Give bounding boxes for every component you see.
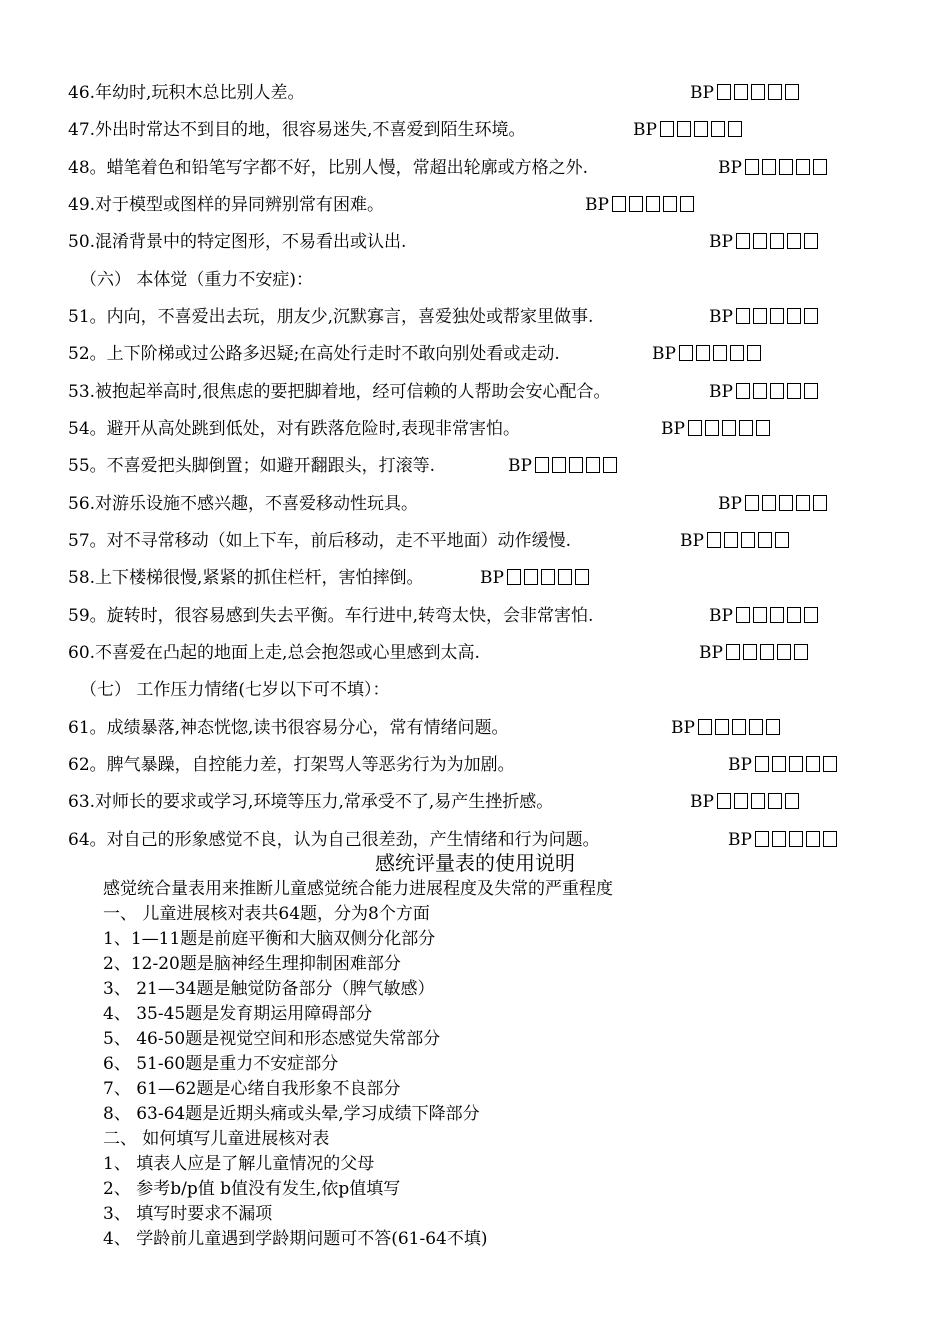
checkbox[interactable] xyxy=(753,233,767,249)
question-58: 58.上下楼梯很慢,紧紧的抓住栏杆，害怕摔倒。 xyxy=(68,568,424,588)
instruction-line: 2、 参考b/p值 b值没有发生,依p值填写 xyxy=(103,1179,401,1199)
checkbox[interactable] xyxy=(696,345,710,361)
checkbox[interactable] xyxy=(756,420,770,436)
question-51: 51。内向，不喜爱出去玩，朋友少,沉默寡言，喜爱独处或帮家里做事. xyxy=(68,307,594,327)
question-53: 53.被抱起举高时,很焦虑的要把脚着地，经可信赖的人帮助会安心配合。 xyxy=(68,382,611,402)
checkbox[interactable] xyxy=(796,495,810,511)
bp-checkbox-row[interactable] xyxy=(728,752,837,778)
question-48: 48。蜡笔着色和铅笔写字都不好，比别人慢，常超出轮廓或方格之外. xyxy=(68,158,589,178)
checkbox[interactable] xyxy=(736,233,750,249)
checkbox[interactable] xyxy=(813,159,827,175)
checkbox[interactable] xyxy=(813,495,827,511)
checkbox[interactable] xyxy=(760,644,774,660)
bp-checkbox-row[interactable] xyxy=(585,192,694,218)
bp-label: BP xyxy=(661,419,685,439)
checkbox[interactable] xyxy=(758,532,772,548)
checkbox[interactable] xyxy=(677,121,691,137)
bp-label: BP xyxy=(709,382,733,402)
question-54: 54。避开从高处跳到低处，对有跌落危险时,表现非常害怕。 xyxy=(68,419,521,439)
checkbox[interactable] xyxy=(779,159,793,175)
checkbox[interactable] xyxy=(663,196,677,212)
bp-checkbox-row[interactable] xyxy=(480,565,589,591)
bp-label: BP xyxy=(718,158,742,178)
checkbox[interactable] xyxy=(823,831,837,847)
checkbox[interactable] xyxy=(749,719,763,735)
checkbox[interactable] xyxy=(575,569,589,585)
bp-checkbox-row[interactable] xyxy=(690,80,799,106)
section-heading-7: （七） 工作压力情绪(七岁以下可不填）： xyxy=(80,680,390,700)
checkbox[interactable] xyxy=(717,84,731,100)
checkbox[interactable] xyxy=(755,756,769,772)
checkbox[interactable] xyxy=(726,644,740,660)
bp-checkbox-row[interactable] xyxy=(508,453,617,479)
bp-label: BP xyxy=(690,792,714,812)
bp-label: BP xyxy=(585,195,609,215)
instruction-line: 4、 35-45题是发育期运用障碍部分 xyxy=(103,1004,373,1024)
instruction-line: 2、12-20题是脑神经生理抑制困难部分 xyxy=(103,954,401,974)
question-47: 47.外出时常达不到目的地，很容易迷失,不喜爱到陌生环境。 xyxy=(68,120,526,140)
checkbox[interactable] xyxy=(768,84,782,100)
checkbox[interactable] xyxy=(745,495,759,511)
bp-checkbox-row[interactable] xyxy=(690,789,799,815)
bp-checkbox-row[interactable] xyxy=(718,491,827,517)
checkbox[interactable] xyxy=(734,793,748,809)
checkbox[interactable] xyxy=(753,383,767,399)
checkbox[interactable] xyxy=(728,121,742,137)
bp-label: BP xyxy=(709,606,733,626)
bp-label: BP xyxy=(709,232,733,252)
checkbox[interactable] xyxy=(785,793,799,809)
instruction-line: 6、 51-60题是重力不安症部分 xyxy=(103,1054,339,1074)
checkbox[interactable] xyxy=(507,569,521,585)
bp-checkbox-row[interactable] xyxy=(709,229,818,255)
instruction-line: 3、 填写时要求不漏项 xyxy=(103,1204,273,1224)
checkbox[interactable] xyxy=(804,308,818,324)
checkbox[interactable] xyxy=(755,831,769,847)
bp-label: BP xyxy=(508,456,532,476)
checkbox[interactable] xyxy=(586,457,600,473)
checkbox[interactable] xyxy=(747,345,761,361)
instruction-line: 3、 21—34题是触觉防备部分（脾气敏感） xyxy=(103,979,435,999)
question-55: 55。不喜爱把头脚倒置；如避开翻跟头，打滚等. xyxy=(68,456,436,476)
instruction-line: 5、 46-50题是视觉空间和形态感觉失常部分 xyxy=(103,1029,441,1049)
bp-label: BP xyxy=(680,531,704,551)
checkbox[interactable] xyxy=(751,84,765,100)
instruction-line: 二、 如何填写儿童进展核对表 xyxy=(103,1129,330,1149)
question-49: 49.对于模型或图样的异同辨别常有困难。 xyxy=(68,195,385,215)
checkbox[interactable] xyxy=(787,233,801,249)
bp-label: BP xyxy=(633,120,657,140)
checkbox[interactable] xyxy=(770,233,784,249)
checkbox[interactable] xyxy=(739,420,753,436)
checkbox[interactable] xyxy=(688,420,702,436)
bp-checkbox-row[interactable] xyxy=(709,603,818,629)
checkbox[interactable] xyxy=(679,345,693,361)
instruction-line: 一、 儿童进展核对表共64题，分为8个方面 xyxy=(103,904,430,924)
checkbox[interactable] xyxy=(762,159,776,175)
checkbox[interactable] xyxy=(646,196,660,212)
checkbox[interactable] xyxy=(770,383,784,399)
checkbox[interactable] xyxy=(612,196,626,212)
bp-label: BP xyxy=(728,830,752,850)
question-62: 62。脾气暴躁，自控能力差，打架骂人等恶劣行为为加剧。 xyxy=(68,755,515,775)
checkbox[interactable] xyxy=(680,196,694,212)
checkbox[interactable] xyxy=(711,121,725,137)
checkbox[interactable] xyxy=(787,308,801,324)
bp-label: BP xyxy=(728,755,752,775)
checkbox[interactable] xyxy=(804,607,818,623)
checkbox[interactable] xyxy=(732,719,746,735)
checkbox[interactable] xyxy=(787,383,801,399)
bp-label: BP xyxy=(709,307,733,327)
checkbox[interactable] xyxy=(741,532,755,548)
checkbox[interactable] xyxy=(722,420,736,436)
checkbox[interactable] xyxy=(743,644,757,660)
checkbox[interactable] xyxy=(794,644,808,660)
checkbox[interactable] xyxy=(762,495,776,511)
checkbox[interactable] xyxy=(558,569,572,585)
question-52: 52。上下阶梯或过公路多迟疑;在高处行走时不敢向别处看或走动. xyxy=(68,344,560,364)
question-64: 64。对自己的形象感觉不良，认为自己很差劲，产生情绪和行为问题。 xyxy=(68,830,600,850)
checkbox[interactable] xyxy=(779,495,793,511)
bp-label: BP xyxy=(690,83,714,103)
question-56: 56.对游乐设施不感兴趣，不喜爱移动性玩具。 xyxy=(68,494,419,514)
checkbox[interactable] xyxy=(629,196,643,212)
checkbox[interactable] xyxy=(787,607,801,623)
bp-label: BP xyxy=(671,718,695,738)
bp-checkbox-row[interactable] xyxy=(709,304,818,330)
bp-checkbox-row[interactable] xyxy=(671,715,780,741)
checkbox[interactable] xyxy=(772,831,786,847)
question-60: 60.不喜爱在凸起的地面上走,总会抱怨或心里感到太高. xyxy=(68,643,480,663)
checkbox[interactable] xyxy=(713,345,727,361)
checkbox[interactable] xyxy=(770,308,784,324)
instruction-line: 4、 学龄前儿童遇到学龄期问题可不答(61-64不填) xyxy=(103,1229,488,1249)
checkbox[interactable] xyxy=(694,121,708,137)
checkbox[interactable] xyxy=(736,383,750,399)
checkbox[interactable] xyxy=(569,457,583,473)
checkbox[interactable] xyxy=(789,756,803,772)
bp-checkbox-row[interactable] xyxy=(718,155,827,181)
checkbox[interactable] xyxy=(707,532,721,548)
checkbox[interactable] xyxy=(603,457,617,473)
question-63: 63.对师长的要求或学习,环境等压力,常承受不了,易产生挫折感。 xyxy=(68,792,554,812)
checkbox[interactable] xyxy=(796,159,810,175)
checkbox[interactable] xyxy=(541,569,555,585)
checkbox[interactable] xyxy=(730,345,744,361)
checkbox[interactable] xyxy=(734,84,748,100)
checkbox[interactable] xyxy=(823,756,837,772)
checkbox[interactable] xyxy=(724,532,738,548)
checkbox[interactable] xyxy=(777,644,791,660)
checkbox[interactable] xyxy=(804,383,818,399)
instructions-title: 感统评量表的使用说明 xyxy=(375,851,575,875)
bp-checkbox-row[interactable] xyxy=(680,528,789,554)
checkbox[interactable] xyxy=(806,831,820,847)
question-50: 50.混淆背景中的特定图形，不易看出或认出. xyxy=(68,232,407,252)
bp-checkbox-row[interactable] xyxy=(652,341,761,367)
instruction-line: 1、1—11题是前庭平衡和大脑双侧分化部分 xyxy=(103,929,436,949)
bp-checkbox-row[interactable] xyxy=(699,640,808,666)
question-57: 57。对不寻常移动（如上下车，前后移动，走不平地面）动作缓慢. xyxy=(68,531,572,551)
checkbox[interactable] xyxy=(766,719,780,735)
bp-label: BP xyxy=(652,344,676,364)
checkbox[interactable] xyxy=(736,607,750,623)
bp-label: BP xyxy=(718,494,742,514)
instruction-line: 1、 填表人应是了解儿童情况的父母 xyxy=(103,1154,375,1174)
checkbox[interactable] xyxy=(535,457,549,473)
question-61: 61。成绩暴落,神态恍惚,读书很容易分心，常有情绪问题。 xyxy=(68,718,509,738)
checkbox[interactable] xyxy=(753,607,767,623)
checkbox[interactable] xyxy=(770,607,784,623)
instruction-line: 感觉统合量表用来推断儿童感觉统合能力进展程度及失常的严重程度 xyxy=(103,879,613,899)
checkbox[interactable] xyxy=(753,308,767,324)
checkbox[interactable] xyxy=(705,420,719,436)
checkbox[interactable] xyxy=(715,719,729,735)
checkbox[interactable] xyxy=(789,831,803,847)
bp-checkbox-row[interactable] xyxy=(633,117,742,143)
checkbox[interactable] xyxy=(717,793,731,809)
instruction-line: 8、 63-64题是近期头痛或头晕,学习成绩下降部分 xyxy=(103,1104,480,1124)
bp-checkbox-row[interactable] xyxy=(709,379,818,405)
checkbox[interactable] xyxy=(524,569,538,585)
bp-label: BP xyxy=(480,568,504,588)
checkbox[interactable] xyxy=(751,793,765,809)
checkbox[interactable] xyxy=(772,756,786,772)
checkbox[interactable] xyxy=(736,308,750,324)
question-59: 59。旋转时，很容易感到失去平衡。车行进中,转弯太快，会非常害怕. xyxy=(68,606,594,626)
checkbox[interactable] xyxy=(698,719,712,735)
question-46: 46.年幼时,玩积木总比别人差。 xyxy=(68,83,305,103)
checkbox[interactable] xyxy=(552,457,566,473)
checkbox[interactable] xyxy=(806,756,820,772)
checkbox[interactable] xyxy=(785,84,799,100)
instruction-line: 7、 61—62题是心绪自我形象不良部分 xyxy=(103,1079,401,1099)
checkbox[interactable] xyxy=(768,793,782,809)
bp-checkbox-row[interactable] xyxy=(661,416,770,442)
checkbox[interactable] xyxy=(804,233,818,249)
section-heading-6: （六） 本体觉（重力不安症)： xyxy=(80,270,314,290)
bp-label: BP xyxy=(699,643,723,663)
checkbox[interactable] xyxy=(660,121,674,137)
checkbox[interactable] xyxy=(745,159,759,175)
checkbox[interactable] xyxy=(775,532,789,548)
